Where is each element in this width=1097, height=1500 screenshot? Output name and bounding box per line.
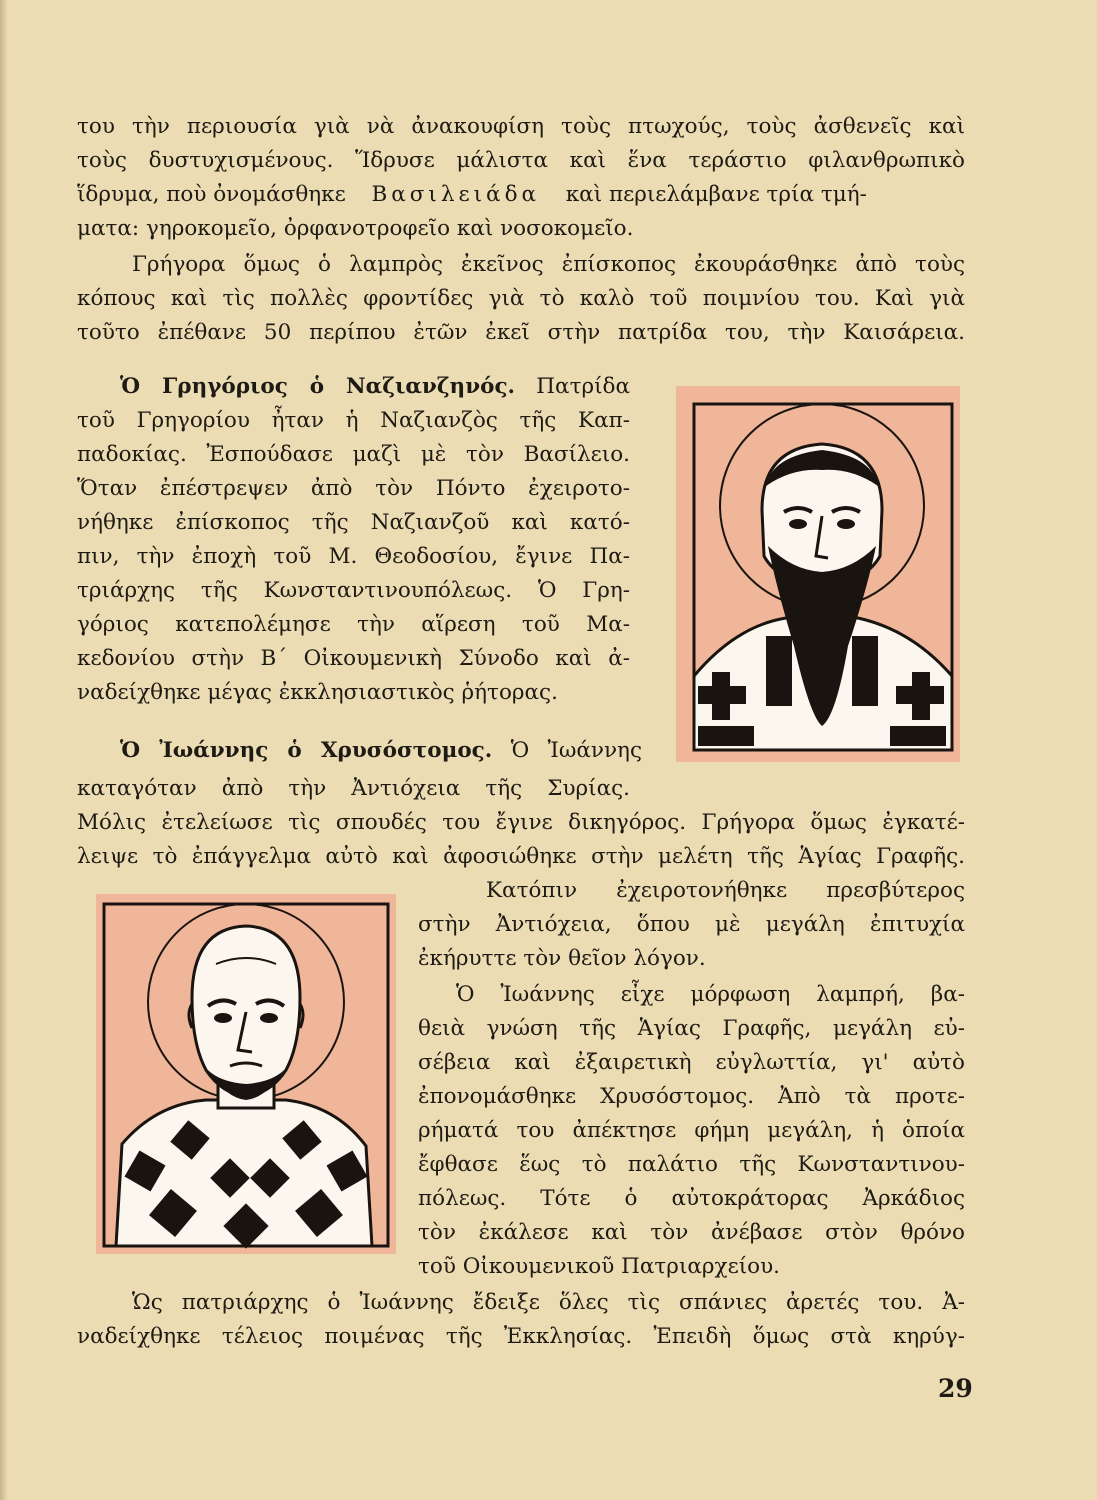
text-line: κεδονίου στὴν Β΄ Οἰκουμενικὴ Σύνοδο καὶ ἀ- <box>77 646 630 671</box>
text-line: ναδείχθηκε μέγας ἐκκλησιαστικὸς ῥήτορας. <box>77 680 558 705</box>
text-line: τοὺς δυστυχισμένους. Ἵδρυσε μάλιστα καὶ ἕνα τεράστιο φιλανθρωπικὸ <box>77 148 965 173</box>
text-line: θειὰ γνώση τῆς Ἁγίας Γραφῆς, μεγάλη εὐ- <box>418 1016 965 1041</box>
text-line: τοῦτο ἐπέθανε 50 περίπου ἐτῶν ἐκεῖ στὴν πατρίδα του, τὴν Καισάρεια. <box>77 320 965 345</box>
text-line: πιν, τὴν ἐποχὴ τοῦ Μ. Θεοδοσίου, ἔγινε Πα- <box>77 544 630 569</box>
text-line: νήθηκε ἐπίσκοπος τῆς Ναζιανζοῦ καὶ κατό- <box>77 510 630 535</box>
page-edge <box>0 0 8 1500</box>
text-line: του τὴν περιουσία γιὰ νὰ ἀνακουφίση τοὺς πτωχούς, τοὺς ἀσθενεῖς καὶ <box>77 114 965 139</box>
portrait-john-chrysostom <box>96 894 396 1254</box>
text-line <box>77 180 867 210</box>
text-line: τὸν ἐκάλεσε καὶ τὸν ἀνέβασε στὸν θρόνο <box>418 1220 965 1245</box>
text-line: ἔφθασε ἕως τὸ παλάτιο τῆς Κωνσταντινου- <box>418 1152 965 1177</box>
page-number: 29 <box>938 1374 973 1403</box>
text-line: ἐπονομάσθηκε Χρυσόστομος. Ἀπὸ τὰ προτε- <box>418 1084 965 1109</box>
text-line: σέβεια καὶ ἐξαιρετικὴ εὐγλωττία, γι' αὐτὸ <box>418 1050 965 1075</box>
text-line: παδοκίας. Ἐσπούδασε μαζὶ μὲ τὸν Βασίλειο. <box>77 442 630 467</box>
text-line: Κατόπιν ἐχειροτονήθηκε πρεσβύτερος <box>486 878 965 903</box>
text-line: Ὁ Ἰωάννης εἶχε μόρφωση λαμπρή, βα- <box>456 982 965 1007</box>
text-line: ἐκήρυττε τὸν θεῖον λόγον. <box>418 946 706 971</box>
name-spaced: Βασιλειάδα <box>371 182 541 207</box>
text-line: πόλεως. Τότε ὁ αὐτοκράτορας Ἀρκάδιος <box>418 1186 965 1211</box>
text-line: καταγόταν ἀπὸ τὴν Ἀντιόχεια τῆς Συρίας. <box>77 776 630 801</box>
text-line <box>120 372 630 402</box>
text-line <box>120 736 642 766</box>
text-line: γόριος κατεπολέμησε τὴν αἵρεση τοῦ Μα- <box>77 612 630 637</box>
text-line: Ὡς πατριάρχης ὁ Ἰωάννης ἔδειξε ὅλες τὶς σπάνιες ἀρετές του. Ἀ- <box>132 1290 965 1315</box>
text-fragment: ἵδρυμα, ποὺ ὀνομάσθηκε <box>77 182 346 207</box>
text-line: τοῦ Οἰκουμενικοῦ Πατριαρχείου. <box>418 1254 780 1279</box>
text-line: κόπους καὶ τὶς πολλὲς φροντίδες γιὰ τὸ καλὸ τοῦ ποιμνίου του. Καὶ γιὰ <box>77 286 965 311</box>
saint-john-chrysostom-icon <box>96 894 396 1254</box>
text-line: ρήματά του ἀπέκτησε φήμη μεγάλη, ἡ ὁποία <box>418 1118 965 1143</box>
text-line: Μόλις ἐτελείωσε τὶς σπουδές του ἔγινε δικηγόρος. Γρήγορα ὅμως ἐγκατέ- <box>77 810 965 835</box>
text-line: στὴν Ἀντιόχεια, ὅπου μὲ μεγάλη ἐπιτυχία <box>418 912 965 937</box>
text-fragment: καὶ περιελάμβανε τρία τμή- <box>565 182 867 207</box>
text-line: ματα: γηροκομεῖο, ὀρφανοτροφεῖο καὶ νοσοκομεῖο. <box>77 216 634 241</box>
text-fragment: Ὁ Ἰωάννης <box>510 738 642 763</box>
section-heading: Ὁ Ἰωάννης ὁ Χρυσόστομος. <box>120 738 493 763</box>
saint-gregory-icon <box>676 386 960 762</box>
text-line: τοῦ Γρηγορίου ἦταν ἡ Ναζιανζὸς τῆς Καπ- <box>77 408 630 433</box>
text-line: τριάρχης τῆς Κωνσταντινουπόλεως. Ὁ Γρη- <box>77 578 630 603</box>
text-fragment: Πατρίδα <box>536 374 630 399</box>
text-line: λειψε τὸ ἐπάγγελμα αὐτὸ καὶ ἀφοσιώθηκε στὴν μελέτη τῆς Ἁγίας Γραφῆς. <box>77 844 965 869</box>
section-heading: Ὁ Γρηγόριος ὁ Ναζιανζηνός. <box>120 374 516 399</box>
text-line: ναδείχθηκε τέλειος ποιμένας τῆς Ἐκκλησίας. Ἐπειδὴ ὅμως στὰ κηρύγ- <box>77 1324 965 1349</box>
text-line: Ὅταν ἐπέστρεψεν ἀπὸ τὸν Πόντο ἐχειροτο- <box>77 476 630 501</box>
text-line: Γρήγορα ὅμως ὁ λαμπρὸς ἐκεῖνος ἐπίσκοπος ἐκουράσθηκε ἀπὸ τοὺς <box>132 252 965 277</box>
portrait-gregory <box>676 386 960 762</box>
